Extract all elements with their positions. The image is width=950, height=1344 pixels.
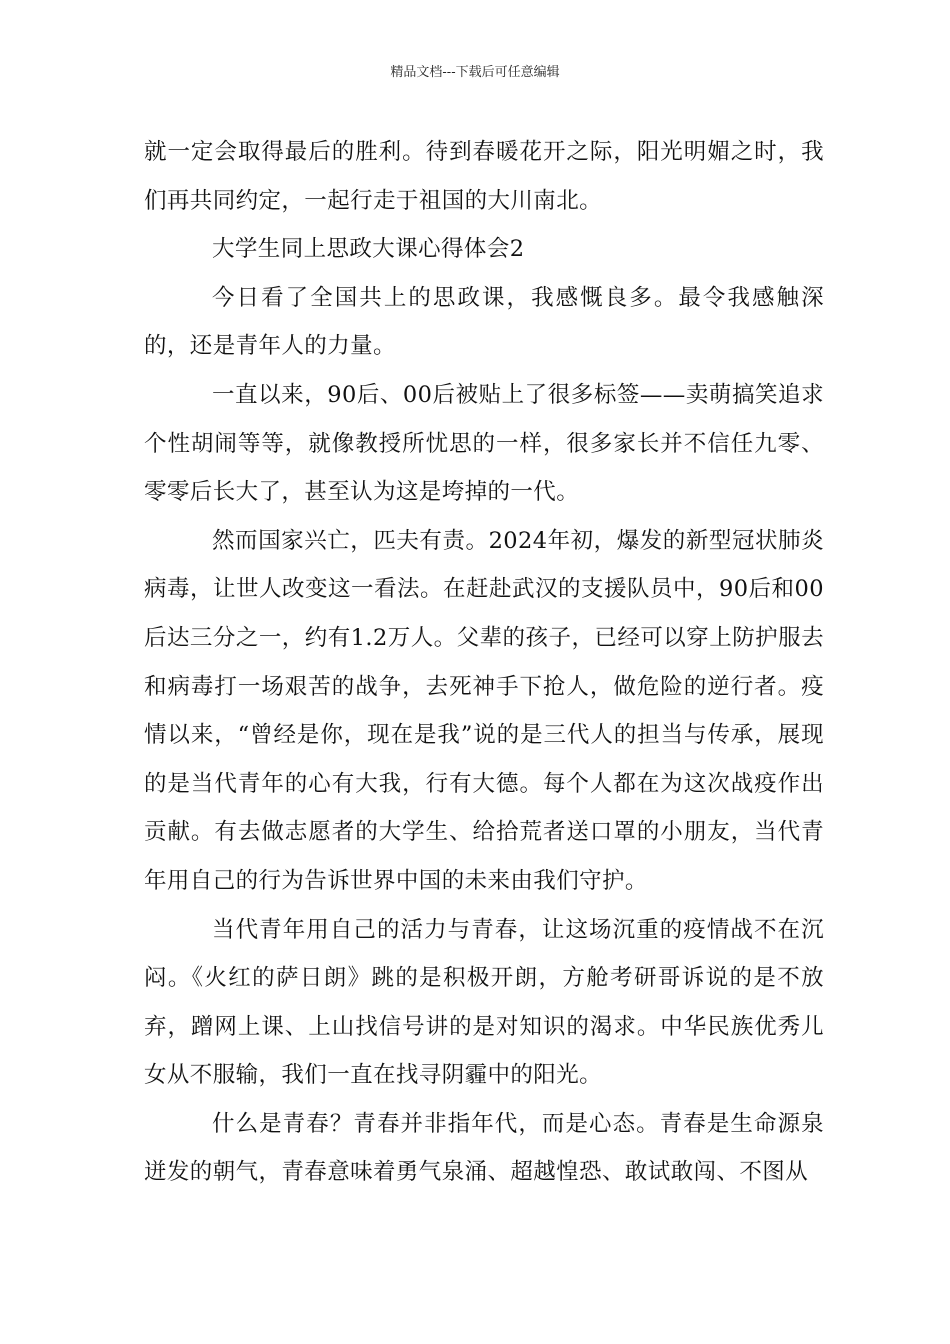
document-body: [144, 128, 824, 1197]
paragraph: 今日看了全国共上的思政课，我感慨良多。最令我感触深的，还是青年人的力量。: [144, 284, 824, 360]
paragraph: 当代青年用自己的活力与青春，让这场沉重的疫情战不在沉闷。《火红的萨日朗》跳的是积极开朗，方舱考研哥诉说的是不放弃，蹭网上课、上山找信号讲的是对知识的渴求。中华民族优秀儿女从不服输，我们一直在找寻阴霾中的阳光。: [144, 916, 824, 1089]
paragraph: 一直以来，90后、00后被贴上了很多标签——卖萌搞笑追求个性胡闹等等，就像教授所忧思的一样，很多家长并不信任九零、零零后长大了，甚至认为这是垮掉的一代。: [144, 381, 824, 506]
paragraph: 什么是青春？青春并非指年代，而是心态。青春是生命源泉迸发的朝气，青春意味着勇气泉涌、超越惶恐、敢试敢闯、不图从: [144, 1110, 824, 1186]
paragraph: 然而国家兴亡，匹夫有责。2024年初，爆发的新型冠状肺炎病毒，让世人改变这一看法。在赶赴武汉的支援队员中，90后和00后达三分之一，约有1.2万人。父辈的孩子，已经可以穿上防护服去和病毒打一场艰苦的战争，去死神手下抢人，做危险的逆行者。疫情以来，“曾经是你，现在是我”说的是三代人的担当与传承，展现的是当代青年的心有大我，行有大德。每个人都在为这次战疫作出贡献。有去做志愿者的大学生、给拾荒者送口罩的小朋友，当代青年用自己的行为告诉世界中国的未来由我们守护。: [144, 527, 824, 894]
page-header: 精品文档---下载后可任意编辑: [390, 65, 560, 80]
paragraph-closing: 就一定会取得最后的胜利。待到春暖花开之际，阳光明媚之时，我们再共同约定，一起行走于祖国的大川南北。: [144, 139, 824, 214]
section-heading: 大学生同上思政大课心得体会2: [212, 236, 525, 263]
